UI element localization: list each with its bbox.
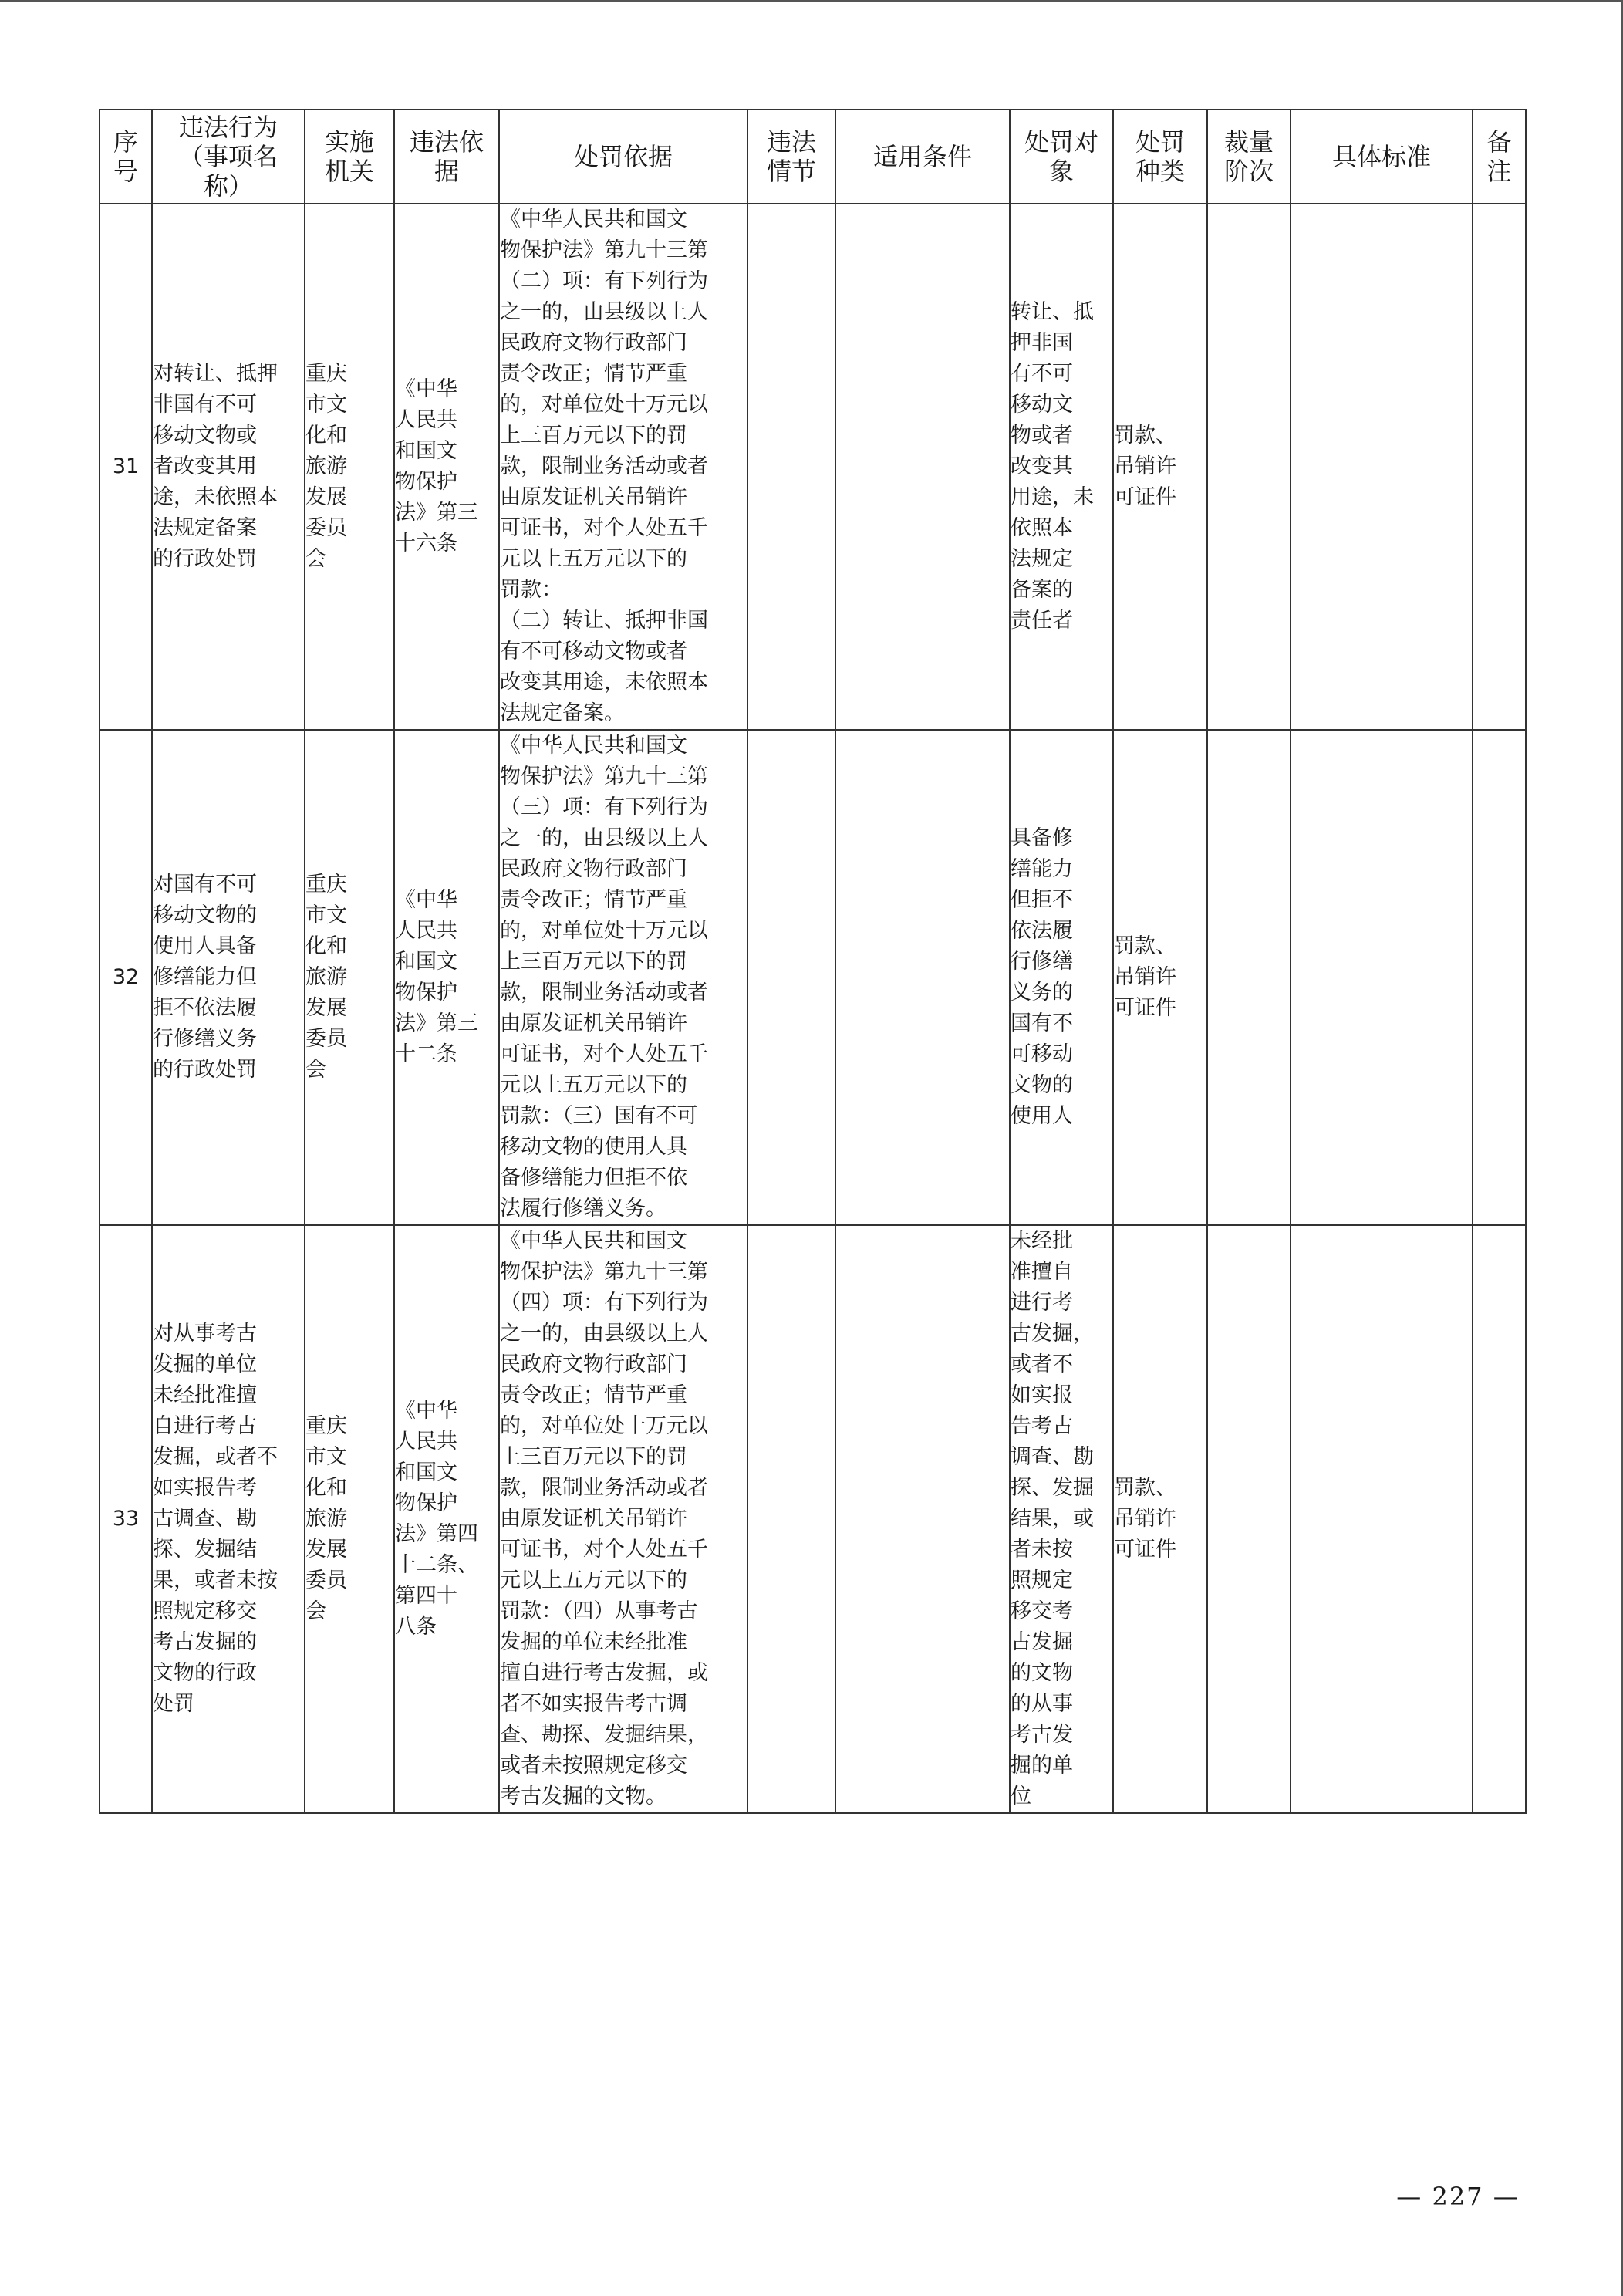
row-seq: 32 — [100, 730, 152, 1225]
header-target: 处罚对 象 — [1010, 110, 1113, 204]
header-violation-basis: 违法依 据 — [394, 110, 499, 204]
table-row — [100, 204, 1526, 730]
header-remark: 备 注 — [1473, 110, 1526, 204]
row-standard — [1291, 204, 1473, 730]
row-remark — [1473, 730, 1526, 1225]
row-agency: 重庆 市文 化和 旅游 发展 委员 会 — [305, 204, 394, 730]
row-seq: 31 — [100, 204, 152, 730]
row-circumstance — [747, 1225, 835, 1813]
row-level — [1207, 730, 1291, 1225]
row-penalty-type: 罚款、 吊销许 可证件 — [1113, 1225, 1207, 1813]
row-violation-basis: 《中华 人民共 和国文 物保护 法》第四 十二条、 第四十 八条 — [394, 1225, 499, 1813]
row-penalty-basis: 《中华人民共和国文 物保护法》第九十三第 （二）项：有下列行为 之一的，由县级以上人 民政府文物行政部门 责令改正；情节严重 的，对单位处十万元以 上三百万元以下的罚 款，限制业务活动或者 由原发证机关吊销许 可证书，对个人处五千 元以上五万元以下的 罚款： （二）转让、抵押非国 有不可移动文物或者 改变其用途，未依照本 法规定备案。 — [499, 204, 747, 730]
row-violation-item: 对国有不可 移动文物的 使用人具备 修缮能力但 拒不依法履 行修缮义务 的行政处罚 — [152, 730, 305, 1225]
row-remark — [1473, 204, 1526, 730]
row-condition — [835, 1225, 1010, 1813]
page-top-rule — [0, 0, 1623, 2]
header-agency: 实施 机关 — [305, 110, 394, 204]
header-level: 裁量 阶次 — [1207, 110, 1291, 204]
row-penalty-type: 罚款、 吊销许 可证件 — [1113, 730, 1207, 1225]
table-header-row — [100, 110, 1526, 204]
table-row — [100, 730, 1526, 1225]
row-violation-item: 对从事考古 发掘的单位 未经批准擅 自进行考古 发掘，或者不 如实报告考 古调查、勘 探、发掘结 果，或者未按 照规定移交 考古发掘的 文物的行政 处罚 — [152, 1225, 305, 1813]
penalty-table — [99, 109, 1527, 1814]
row-penalty-type: 罚款、 吊销许 可证件 — [1113, 204, 1207, 730]
row-violation-basis: 《中华 人民共 和国文 物保护 法》第三 十二条 — [394, 730, 499, 1225]
row-penalty-basis: 《中华人民共和国文 物保护法》第九十三第 （四）项：有下列行为 之一的，由县级以上人 民政府文物行政部门 责令改正；情节严重 的，对单位处十万元以 上三百万元以下的罚 款，限制业务活动或者 由原发证机关吊销许 可证书，对个人处五千 元以上五万元以下的 罚款：（四）从事考古 发掘的单位未经批准 擅自进行考古发掘，或 者不如实报告考古调 查、勘探、发掘结果， 或者未按照规定移交 考古发掘的文物。 — [499, 1225, 747, 1813]
row-level — [1207, 1225, 1291, 1813]
row-standard — [1291, 1225, 1473, 1813]
table-row — [100, 1225, 1526, 1813]
row-circumstance — [747, 730, 835, 1225]
row-agency: 重庆 市文 化和 旅游 发展 委员 会 — [305, 730, 394, 1225]
row-condition — [835, 730, 1010, 1225]
page-number: — 227 — — [1396, 2182, 1520, 2211]
row-circumstance — [747, 204, 835, 730]
row-target: 转让、抵 押非国 有不可 移动文 物或者 改变其 用途，未 依照本 法规定 备案的 责任者 — [1010, 204, 1113, 730]
row-level — [1207, 204, 1291, 730]
row-target: 具备修 缮能力 但拒不 依法履 行修缮 义务的 国有不 可移动 文物的 使用人 — [1010, 730, 1113, 1225]
row-condition — [835, 204, 1010, 730]
row-violation-basis: 《中华 人民共 和国文 物保护 法》第三 十六条 — [394, 204, 499, 730]
header-violation-item: 违法行为 （事项名 称） — [152, 110, 305, 204]
row-violation-item: 对转让、抵押 非国有不可 移动文物或 者改变其用 途，未依照本 法规定备案 的行政处罚 — [152, 204, 305, 730]
row-remark — [1473, 1225, 1526, 1813]
row-seq: 33 — [100, 1225, 152, 1813]
header-penalty-type: 处罚 种类 — [1113, 110, 1207, 204]
row-agency: 重庆 市文 化和 旅游 发展 委员 会 — [305, 1225, 394, 1813]
header-condition: 适用条件 — [835, 110, 1010, 204]
header-circumstance: 违法 情节 — [747, 110, 835, 204]
header-seq: 序 号 — [100, 110, 152, 204]
row-penalty-basis: 《中华人民共和国文 物保护法》第九十三第 （三）项：有下列行为 之一的，由县级以上人 民政府文物行政部门 责令改正；情节严重 的，对单位处十万元以 上三百万元以下的罚 款，限制业务活动或者 由原发证机关吊销许 可证书，对个人处五千 元以上五万元以下的 罚款：（三）国有不可 移动文物的使用人具 备修缮能力但拒不依 法履行修缮义务。 — [499, 730, 747, 1225]
header-standard: 具体标准 — [1291, 110, 1473, 204]
header-penalty-basis: 处罚依据 — [499, 110, 747, 204]
row-standard — [1291, 730, 1473, 1225]
row-target: 未经批 准擅自 进行考 古发掘， 或者不 如实报 告考古 调查、勘 探、发掘 结果，或 者未按 照规定 移交考 古发掘 的文物 的从事 考古发 掘的单 位 — [1010, 1225, 1113, 1813]
